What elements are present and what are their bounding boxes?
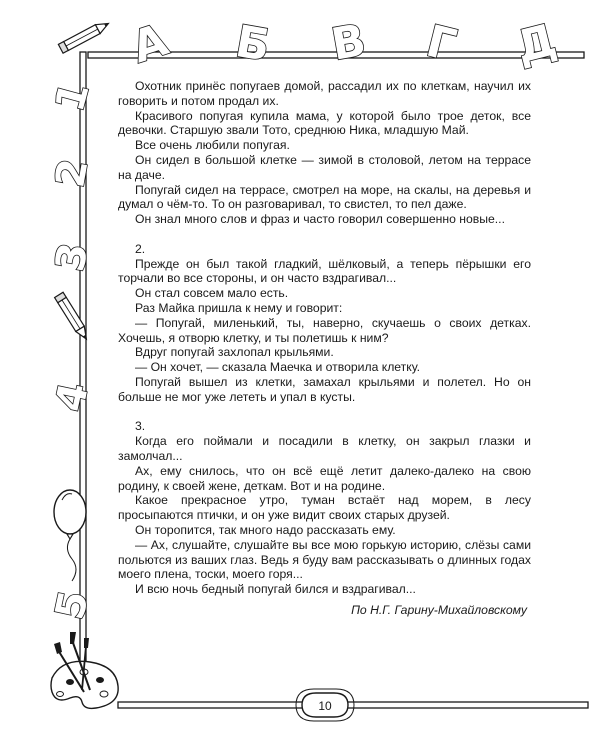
story-section-2 — [118, 242, 531, 405]
border-digit-4: 4 — [47, 378, 98, 416]
attribution: По Н.Г. Гарину-Михайловскому — [351, 602, 527, 617]
paragraph: Он знал много слов и фраз и часто говорил совершенно новые... — [135, 212, 505, 227]
border-letter-3: В — [327, 14, 370, 71]
paragraph: Красивого попугая купила мама, у которой было трое деток, все девочки. Старшую звали Тото, среднюю Ника, младшую Май. — [118, 108, 531, 138]
paragraph: — Ах, слушайте, слушайте вы все мою горькую историю, слёзы сами польются из ваших глаз. Ведь я буду вам рассказывать о длинных годах моего плена, тоски, моего горя... — [118, 537, 531, 582]
paragraph: Прежде он был такой гладкий, шёлковый, а теперь пёрышки его торчали во все стороны, и он часто вздрагивал... — [118, 256, 531, 286]
border-letter-1: А — [125, 14, 175, 74]
paragraph: Какое прекрасное утро, туман встаёт над морем, в лесу просыпаются птички, и он уже видит своих старых друзей. — [118, 493, 531, 523]
paragraph: Вдруг попугай захлопал крыльями. — [135, 345, 334, 360]
section-number: 2. — [135, 241, 146, 256]
paragraph: Когда его поймали и посадили в клетку, он закрыл глазки и замолчал... — [118, 434, 531, 463]
paragraph: Раз Майка пришла к нему и говорит: — [135, 300, 343, 315]
paragraph: И всю ночь бедный попугай бился и вздрагивал... — [135, 582, 416, 597]
border-digit-2: 2 — [47, 155, 98, 191]
paragraph: — Он хочет, — сказала Маечка и отворила клетку. — [135, 360, 420, 375]
border-digit-1: 1 — [46, 77, 99, 117]
paint-palette-icon — [51, 632, 118, 708]
paragraph: Ах, ему снилось, что он всё ещё летит далеко-далеко на свою родину, к своей жене, деткам. Вот и на родине. — [118, 463, 531, 493]
border-digit-3: 3 — [47, 239, 98, 275]
story-section-1 — [118, 79, 531, 227]
border-letter-2: Б — [231, 15, 274, 73]
bottom-frame-line — [118, 702, 588, 708]
page-number: 10 — [318, 699, 332, 713]
paragraph: Он стал совсем мало есть. — [135, 286, 289, 301]
border-letter-5: Д — [511, 14, 562, 74]
story-text — [118, 79, 531, 618]
story-section-3 — [118, 419, 531, 597]
pencil-icon — [58, 19, 110, 53]
paragraph: Он сидел в большой клетке — зимой в столовой, летом на террасе на даче. — [118, 152, 531, 182]
paragraph: Попугай сидел на террасе, смотрел на море, на скалы, на деревья и думал о чём-то. То он разговаривал, то свистел, то пел даже. — [118, 182, 531, 212]
paragraph: — Попугай, миленький, ты, наверно, скучаешь о своих детках. Хочешь, я отворю клетку, и ты полетишь к ним? — [118, 315, 531, 345]
paragraph: Попугай вышел из клетки, замахал крыльями и полетел. Но он больше не мог уже лететь и упал в кусты. — [118, 374, 531, 404]
border-letter-4: Г — [421, 15, 461, 72]
paragraph: Он торопится, так много надо рассказать ему. — [135, 522, 396, 537]
section-number: 3. — [135, 419, 146, 434]
paragraph: Охотник принёс попугаев домой, рассадил их по клеткам, научил их говорить и потом продал их. — [118, 79, 531, 108]
border-digit-5: 5 — [47, 586, 98, 624]
paragraph: Все очень любили попугая. — [135, 138, 290, 153]
